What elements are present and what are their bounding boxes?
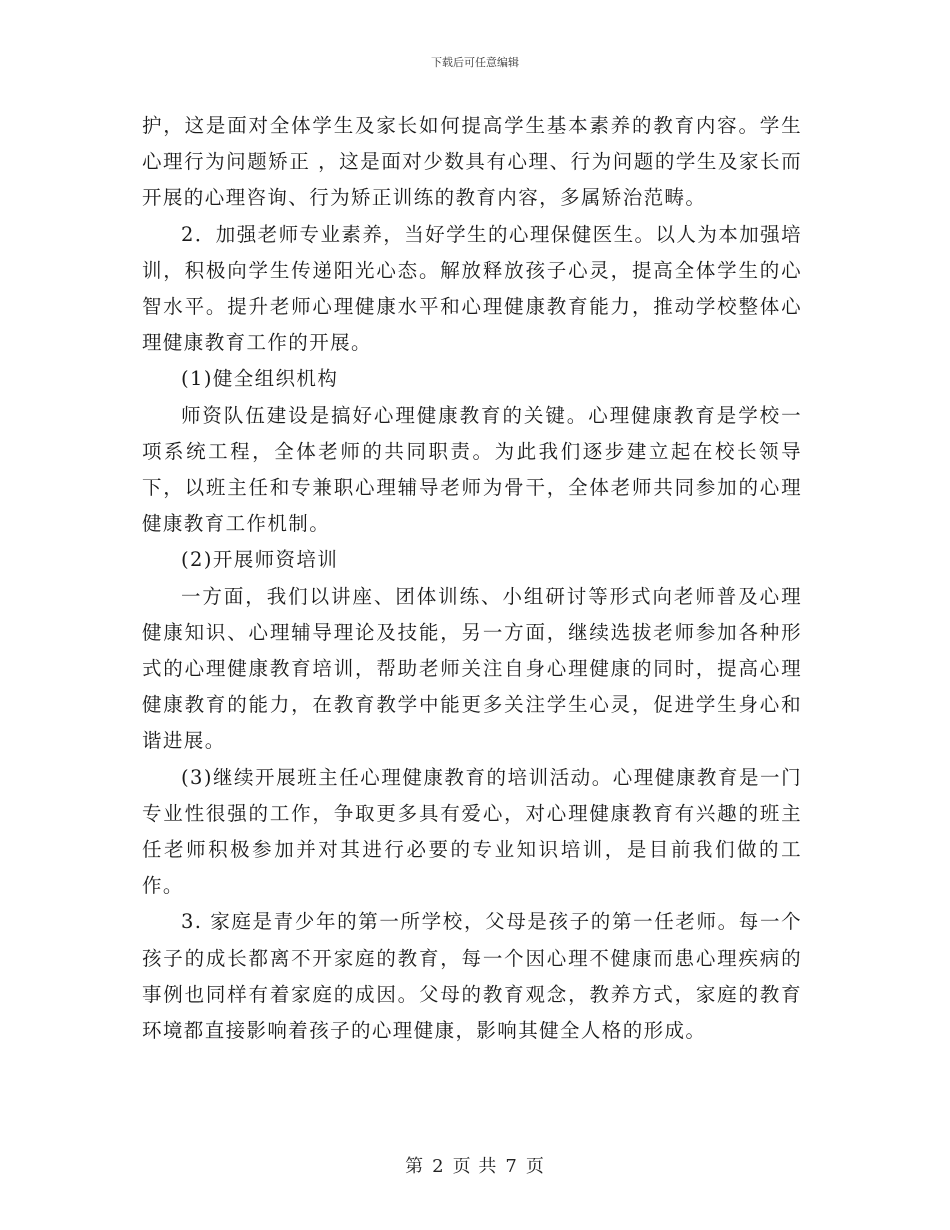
current-page-number: 2 [432, 1156, 445, 1177]
paragraph: (3)继续开展班主任心理健康教育的培训活动。心理健康教育是一门专业性很强的工作，争取更多具有爱心，对心理健康教育有兴趣的班主任老师积极参加并对其进行必要的专业知识培训，是目前我们做的工作。 [142, 765, 802, 898]
paragraph: 师资队伍建设是搞好心理健康教育的关键。心理健康教育是学校一项系统工程，全体老师的共同职责。为此我们逐步建立起在校长领导下，以班主任和专兼职心理辅导老师为骨干，全体老师共同参加的心理健康教育工作机制。 [142, 403, 802, 536]
header-note: 下载后可任意编辑 [431, 56, 519, 69]
paragraph: 2．加强老师专业素养，当好学生的心理保健医生。以人为本加强培训，积极向学生传递阳光心态。解放释放孩子心灵，提高全体学生的心智水平。提升老师心理健康水平和心理健康教育能力，推动学校整体心理健康教育工作的开展。 [142, 222, 802, 355]
subheading: (2)开展师资培训 [181, 548, 339, 572]
page-label-prefix: 第 [405, 1156, 425, 1177]
subheading: (1)健全组织机构 [181, 367, 339, 391]
paragraph: 护，这是面对全体学生及家长如何提高学生基本素养的教育内容。学生心理行为问题矫正 ，这是面对少数具有心理、行为问题的学生及家长而开展的心理咨询、行为矫正训练的教育内容，多属矫治范畴。 [142, 114, 802, 210]
document-body [142, 108, 802, 1049]
page-footer [0, 1152, 950, 1178]
paragraph: 一方面，我们以讲座、团体训练、小组研讨等形式向老师普及心理健康知识、心理辅导理论及技能，另一方面，继续选拔老师参加各种形式的心理健康教育培训，帮助老师关注自身心理健康的同时，提高心理健康教育的能力，在教育教学中能更多关注学生心灵，促进学生身心和谐进展。 [142, 584, 802, 753]
page-label-suffix: 页 [525, 1156, 545, 1177]
paragraph: 3. 家庭是青少年的第一所学校，父母是孩子的第一任老师。每一个孩子的成长都离不开家庭的教育，每一个因心理不健康而患心理疾病的事例也同样有着家庭的成因。父母的教育观念，教养方式，家庭的教育环境都直接影响着孩子的心理健康，影响其健全人格的形成。 [142, 910, 802, 1043]
page-label-mid: 页 共 [452, 1156, 498, 1177]
total-pages-number: 7 [505, 1156, 518, 1177]
